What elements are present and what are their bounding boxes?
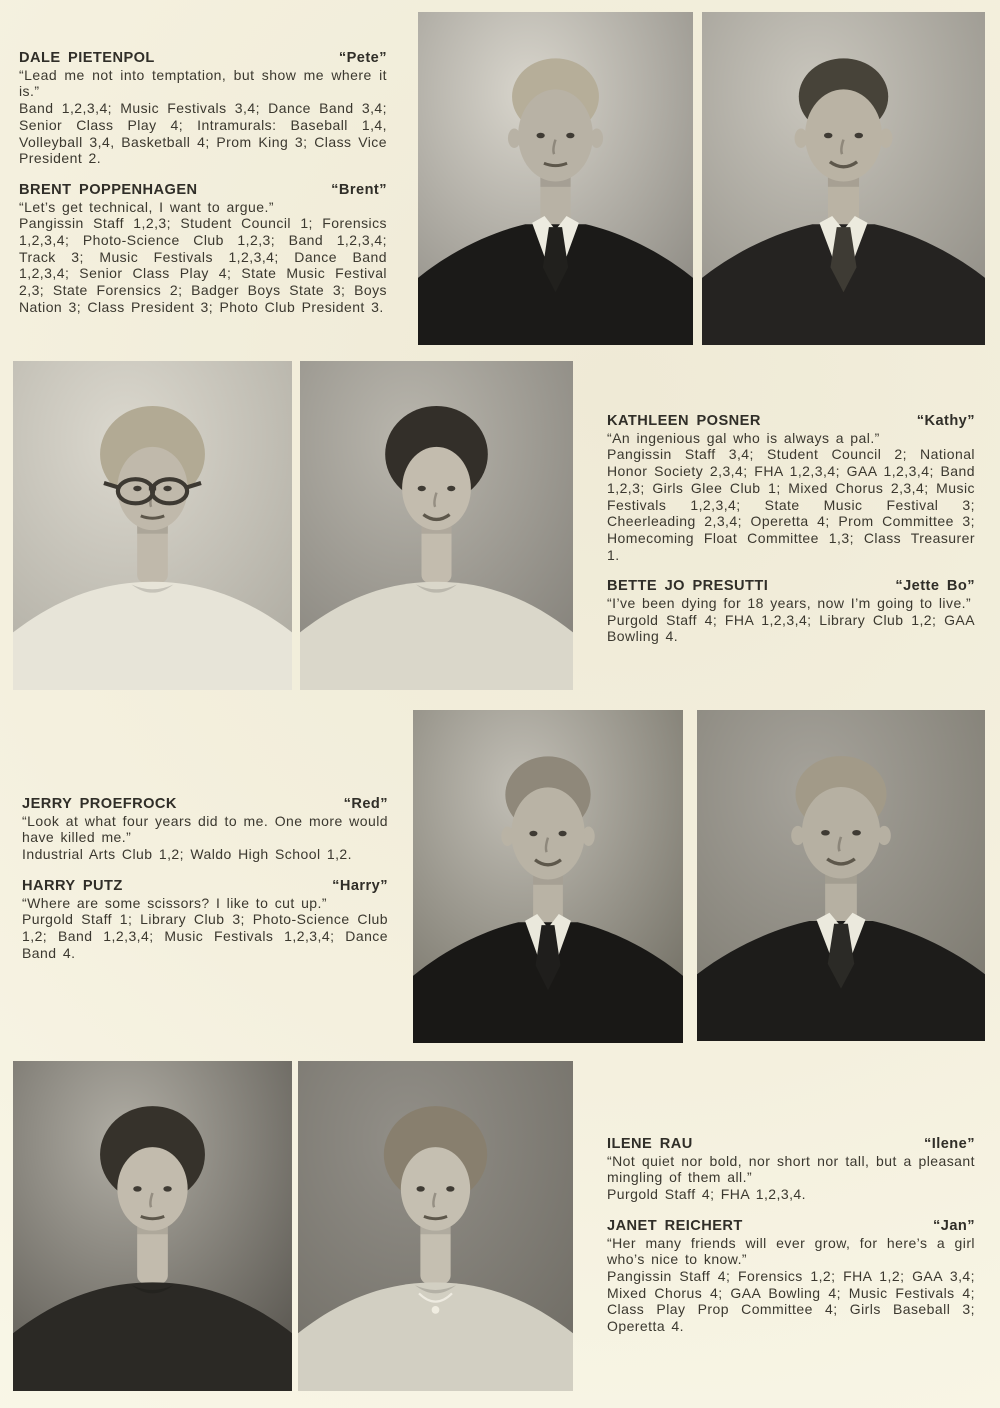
student-activities: Purgold Staff 4; FHA 1,2,3,4. (607, 1186, 807, 1203)
bio-header (607, 413, 975, 430)
student-name: HARRY PUTZ (22, 877, 123, 894)
student-nickname: “Jan” (933, 1217, 975, 1234)
portrait-photo-8 (298, 1061, 573, 1391)
bio-jerry-proefrock (22, 796, 388, 863)
bio-block-mid-right (607, 413, 975, 645)
bio-header (22, 878, 388, 895)
bio-header (607, 1136, 975, 1153)
bio-header (22, 796, 388, 813)
student-quote: “I’ve been dying for 18 years, now I’m going to live.” (607, 595, 972, 612)
student-quote: “Her many friends will ever grow, for here’s a girl who’s nice to know.” (607, 1234, 975, 1268)
bio-header (607, 578, 975, 595)
student-name: BRENT POPPENHAGEN (19, 181, 198, 198)
portrait-photo-1 (418, 12, 693, 345)
bio-ilene-rau (607, 1136, 975, 1203)
portrait-photo-7 (13, 1061, 292, 1391)
student-name: ILENE RAU (607, 1136, 693, 1152)
student-name: KATHLEEN POSNER (607, 413, 761, 429)
student-activities: Purgold Staff 1; Library Club 3; Photo-Science Club 1,2; Band 1,2,3,4; Music Festivals 1,2,3,4; Dance Band 4. (22, 911, 388, 961)
bio-block-mid-left (22, 796, 388, 961)
student-nickname: “Brent” (331, 181, 387, 198)
student-quote: “Not quiet nor bold, nor short nor tall, but a pleasant mingling of them all.” (607, 1152, 975, 1186)
student-quote: “Lead me not into temptation, but show me where it is.” (19, 66, 387, 100)
student-activities: Band 1,2,3,4; Music Festivals 3,4; Dance Band 3,4; Senior Class Play 4; Intramurals: Baseball 1,4, Volleyball 3,4, Basketball 4; Prom King 3; Class Vice President 2. (19, 100, 387, 167)
bio-janet-reichert (607, 1218, 975, 1335)
portrait-photo-2 (702, 12, 985, 345)
student-nickname: “Pete” (338, 50, 387, 66)
bio-block-bottom-right (607, 1136, 975, 1335)
student-nickname: “Jette Bo” (895, 578, 975, 595)
student-activities: Pangissin Staff 4; Forensics 1,2; FHA 1,2; GAA 3,4; Mixed Chorus 4; GAA Bowling 4; Music Festivals 4; Class Play Prop Committee 4; Girls Baseball 3; Operetta 4. (607, 1267, 975, 1335)
student-nickname: “Kathy” (916, 413, 975, 429)
student-quote: “Let’s get technical, I want to argue.” (19, 198, 274, 215)
portrait-photo-6 (697, 710, 985, 1041)
student-activities: Industrial Arts Club 1,2; Waldo High School 1,2. (22, 846, 353, 863)
bio-header (19, 182, 387, 199)
bio-harry-putz (22, 878, 388, 962)
bio-kathleen-posner (607, 413, 975, 563)
student-name: JERRY PROEFROCK (22, 796, 177, 812)
portrait-photo-4 (300, 361, 573, 690)
bio-block-top-left (19, 50, 387, 316)
student-quote: “An ingenious gal who is always a pal.” (607, 429, 880, 446)
student-activities: Pangissin Staff 3,4; Student Council 2; National Honor Society 2,3,4; FHA 1,2,3,4; GAA 1,2,3,4; Band 1,2,3; Girls Glee Club 1; Mixed Chorus 2,3,4; Music Festivals 1,2,3,4; State Music Festival 3; Cheerleading 2,3,4; Operetta 4; Prom Committee 3; Homecoming Float Committee 1,3; Class Treasurer 1. (607, 446, 975, 563)
student-quote: “Where are some scissors? I like to cut up.” (22, 894, 327, 911)
student-nickname: “Ilene” (923, 1136, 975, 1152)
bio-brent-poppenhagen (19, 182, 387, 316)
bio-dale-pietenpol (19, 50, 387, 167)
bio-header (19, 50, 387, 67)
portrait-photo-3 (13, 361, 292, 690)
bio-bette-jo-presutti (607, 578, 975, 645)
student-name: BETTE JO PRESUTTI (607, 578, 769, 595)
student-quote: “Look at what four years did to me. One more would have killed me.” (22, 812, 388, 846)
student-activities: Pangissin Staff 1,2,3; Student Council 1; Forensics 1,2,3,4; Photo-Science Club 1,2,3; Band 1,2,3,4; Track 3; Music Festivals 1,2,3,4; Dance Band 1,2,3,4; Senior Class Play 4; State Music Festival 2,3; State Forensics 2; Badger Boys State 3; Boys Nation 3; Class President 3; Photo Club President 3. (19, 215, 387, 315)
student-name: JANET REICHERT (607, 1217, 743, 1234)
student-name: DALE PIETENPOL (19, 50, 155, 66)
portrait-photo-5 (413, 710, 683, 1043)
student-nickname: “Harry” (332, 877, 388, 894)
bio-header (607, 1218, 975, 1235)
student-activities: Purgold Staff 4; FHA 1,2,3,4; Library Club 1,2; GAA Bowling 4. (607, 611, 975, 645)
student-nickname: “Red” (343, 796, 388, 812)
